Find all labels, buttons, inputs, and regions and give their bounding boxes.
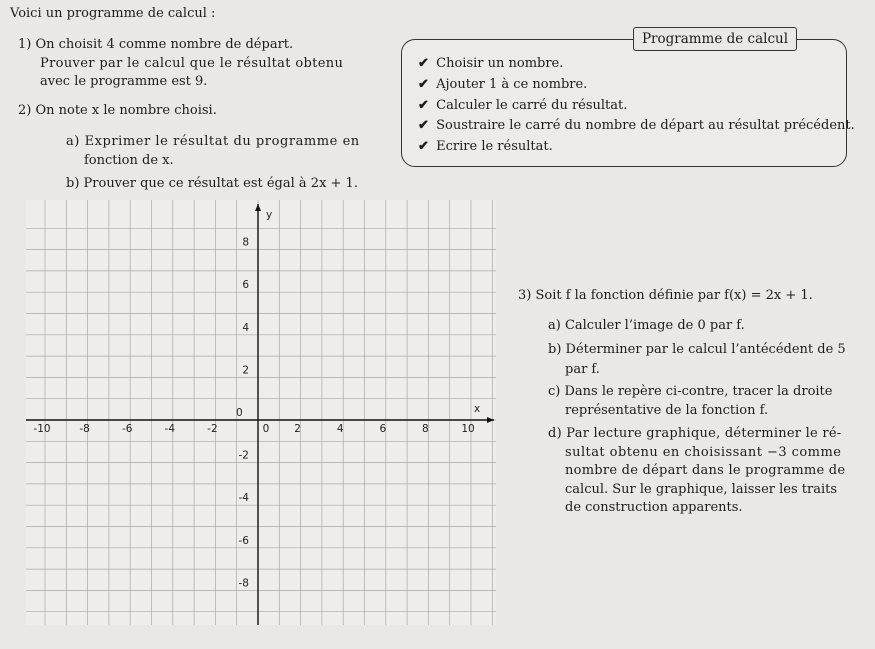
- q3-b-line2: par f.: [565, 362, 600, 377]
- program-step-text: Choisir un nombre.: [436, 56, 564, 71]
- x-tick-label: 6: [379, 423, 387, 435]
- program-title: Programme de calcul: [633, 27, 797, 51]
- y-tick-label: -2: [238, 449, 249, 462]
- x-tick-label: 4: [336, 423, 344, 435]
- checkmark-icon: ✔: [418, 118, 429, 133]
- checkmark-icon: ✔: [418, 56, 429, 71]
- checkmark-icon: ✔: [418, 139, 429, 154]
- y-tick-label: 2: [242, 364, 249, 377]
- program-step-2: [418, 77, 587, 93]
- program-step-3: [418, 98, 627, 114]
- q3-a: a) Calculer l’image de 0 par f.: [548, 318, 745, 333]
- x-tick-label: 10: [461, 423, 475, 435]
- q3-c-line1: c) Dans le repère ci-contre, tracer la droite: [548, 384, 833, 399]
- q2-line1: 2) On note x le nombre choisi.: [18, 103, 217, 118]
- x-tick-label: 8: [422, 423, 429, 435]
- q1-line2: Prouver par le calcul que le résultat obtenu: [40, 56, 344, 71]
- checkmark-icon: ✔: [418, 98, 429, 113]
- program-step-5: [418, 139, 553, 155]
- q1-line3: avec le programme est 9.: [40, 74, 208, 89]
- program-step-text: Ecrire le résultat.: [436, 139, 553, 154]
- q1-line1: 1) On choisit 4 comme nombre de départ.: [18, 37, 294, 52]
- x-tick-label: -6: [121, 423, 133, 435]
- y-tick-label: -4: [238, 492, 249, 505]
- y-axis-label: y: [266, 209, 273, 221]
- q2-b: b) Prouver que ce résultat est égal à 2x + 1.: [66, 176, 358, 191]
- y-tick-label: 6: [242, 279, 249, 292]
- coordinate-grid: [26, 200, 496, 625]
- origin-label: 0: [236, 407, 243, 419]
- program-step-text: Calculer le carré du résultat.: [436, 98, 628, 113]
- grid-background: [26, 200, 496, 625]
- q3-d-line5: de construction apparents.: [565, 500, 743, 515]
- q3-d-line1: d) Par lecture graphique, déterminer le ré-: [548, 426, 842, 441]
- q3-d-line2: sultat obtenu en choisissant −3 comme: [565, 445, 842, 460]
- x-tick-label: -10: [33, 423, 51, 435]
- q3-c-line2: représentative de la fonction f.: [565, 403, 769, 418]
- x-tick-label: -4: [164, 423, 176, 435]
- x-tick-label: -8: [79, 423, 90, 435]
- y-tick-label: 8: [242, 236, 249, 249]
- program-step-text: Soustraire le carré du nombre de départ au résultat précédent.: [436, 118, 855, 133]
- program-step-1: [418, 56, 563, 72]
- x-tick-label: -2: [207, 423, 218, 435]
- q3-d-line4: calcul. Sur le graphique, laisser les traits: [565, 482, 838, 497]
- y-tick-label: 4: [242, 321, 249, 334]
- q2-a-line2: fonction de x.: [84, 153, 174, 168]
- program-step-4: [418, 118, 855, 134]
- q3-b-line1: b) Déterminer par le calcul l’antécédent de 5: [548, 342, 846, 357]
- y-tick-label: -8: [238, 577, 249, 590]
- program-step-text: Ajouter 1 à ce nombre.: [436, 77, 588, 92]
- intro-text: Voici un programme de calcul :: [10, 6, 216, 21]
- q3-d-line3: nombre de départ dans le programme de: [565, 463, 846, 478]
- q2-a-line1: a) Exprimer le résultat du programme en: [66, 134, 360, 149]
- q3-intro: 3) Soit f la fonction définie par f(x) = 2x + 1.: [518, 288, 813, 303]
- checkmark-icon: ✔: [418, 77, 429, 92]
- x-tick-label-zero: 0: [262, 423, 270, 435]
- x-axis-label: x: [474, 403, 481, 415]
- x-tick-label: 2: [294, 423, 301, 435]
- y-tick-label: -6: [238, 534, 249, 547]
